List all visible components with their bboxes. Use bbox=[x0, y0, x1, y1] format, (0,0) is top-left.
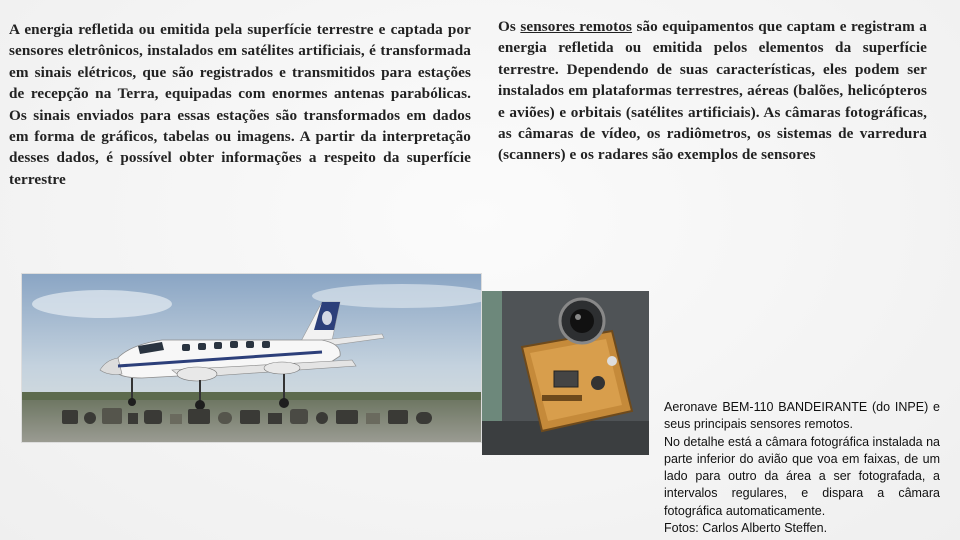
aircraft-photo bbox=[22, 274, 481, 442]
camera-illustration bbox=[482, 291, 649, 455]
sensors-term: sensores remotos bbox=[520, 18, 633, 35]
sensors-lead: Os bbox=[498, 18, 521, 35]
aircraft-illustration bbox=[22, 274, 481, 442]
sensors-rest: são equipamentos que captam e registram a energia refletida ou emitida pelos elementos da superfície terrestre. Dependendo de suas características, eles podem ser instalados em plataformas terrestres, aéreas (balões, helicópteros e aviões) e orbitais (satélites artificiais). As câmaras fotográficas, as câmaras de vídeo, os radiômetros, os sistemas de varredura (scanners) e os radares são exemplos de sensores bbox=[498, 18, 927, 164]
photo-caption bbox=[664, 399, 940, 537]
caption-line-2: No detalhe está a câmara fotográfica instalada na parte inferior do avião que voa em faixas, de um lado para outro da área a ser fotografada, a intervalos regulares, e dispara a câmara fotográfica automaticamente. bbox=[664, 434, 940, 518]
camera-detail-photo bbox=[482, 291, 649, 455]
intro-paragraph: A energia refletida ou emitida pela superfície terrestre e captada por sensores eletrônicos, instalados em satélites artificiais, é transformada em sinais elétricos, que são registrados e transmitidos para estações de recepção na Terra, equipadas com enormes antenas parabólicas. Os sinais enviados para essas estações são transformados em dados em forma de gráficos, tabelas ou imagens. A partir da interpretação desses dados, é possível obter informações a respeito da superfície terrestre bbox=[9, 21, 471, 188]
sensors-paragraph bbox=[498, 16, 927, 166]
caption-line-1: Aeronave BEM-110 BANDEIRANTE (do INPE) e seus principais sensores remotos. bbox=[664, 400, 940, 432]
caption-credit: Fotos: Carlos Alberto Steffen. bbox=[664, 521, 828, 536]
